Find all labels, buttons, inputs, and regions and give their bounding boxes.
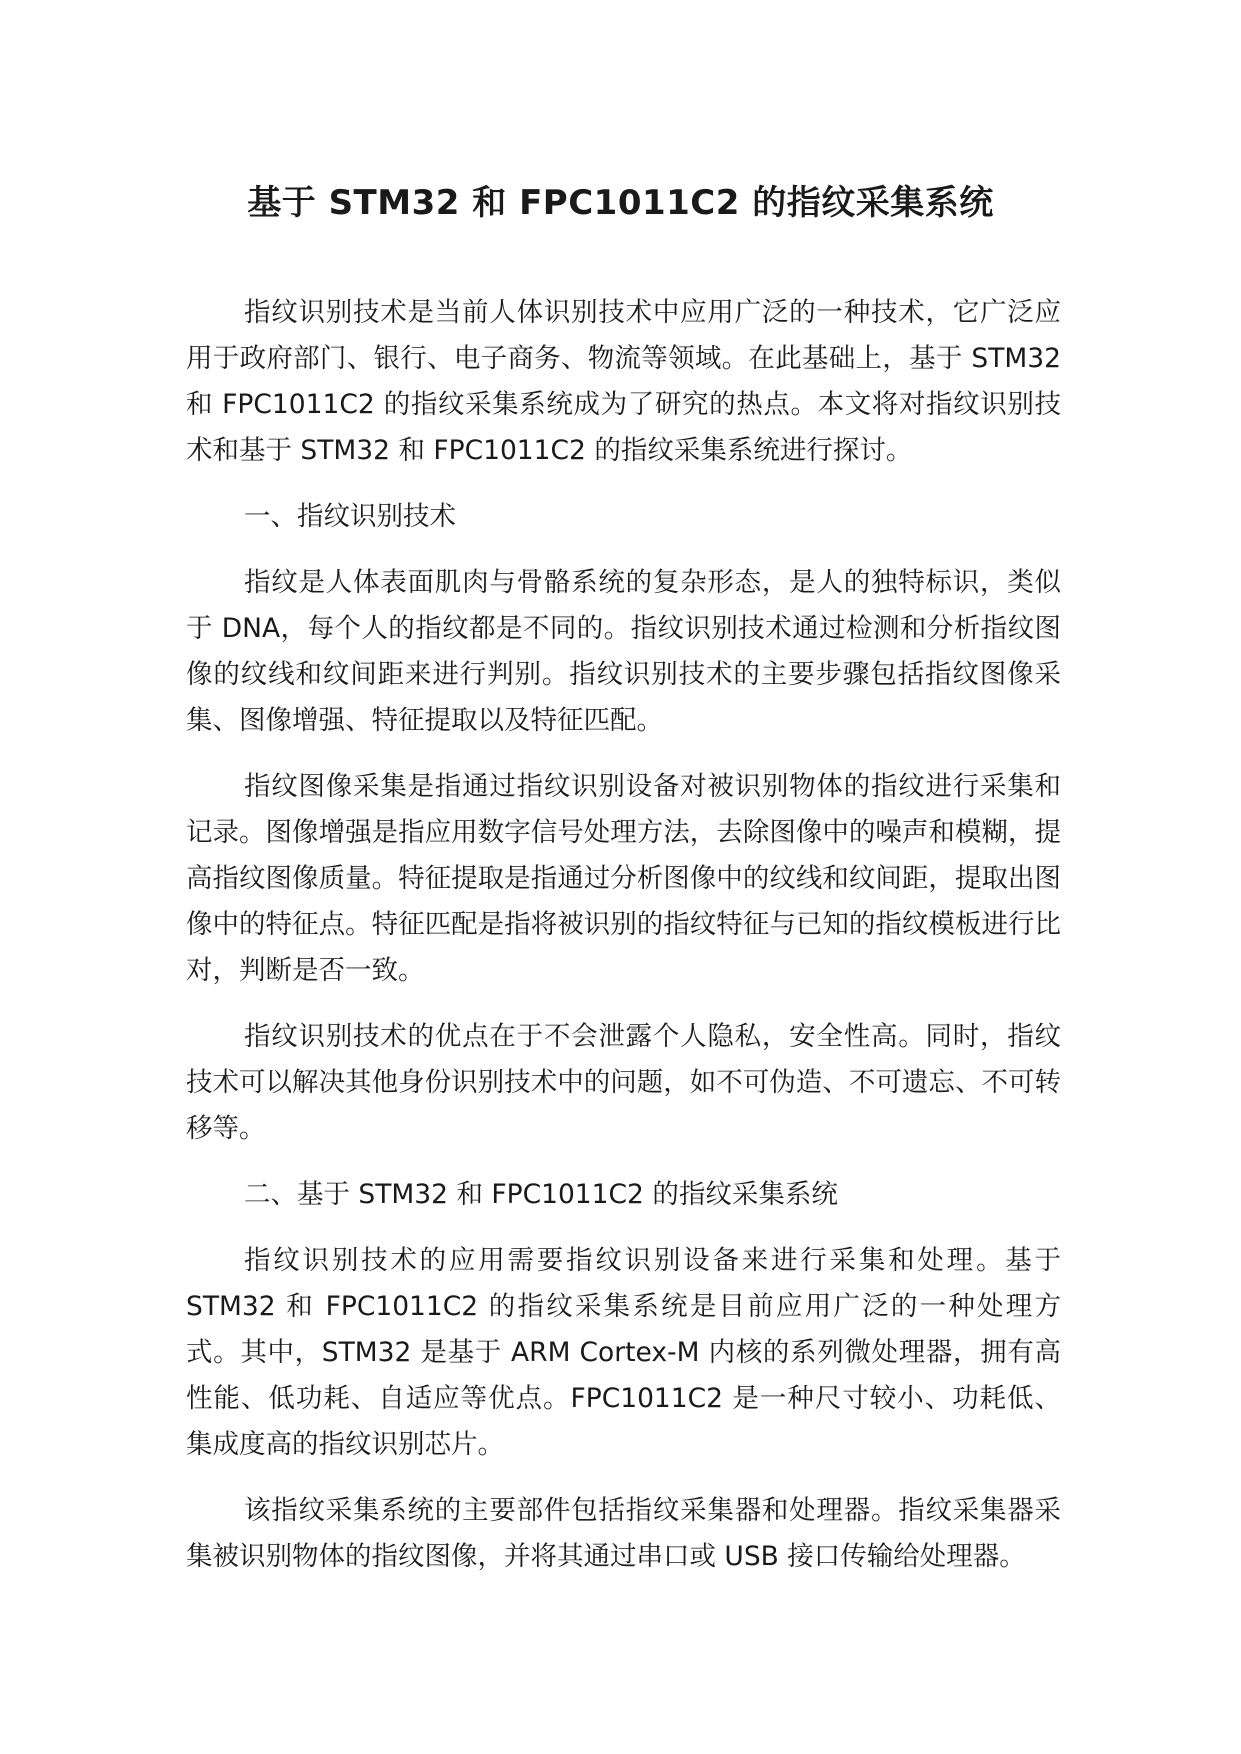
section-1-paragraph-3: 指纹识别技术的优点在于不会泄露个人隐私，安全性高。同时，指纹技术可以解决其他身份识别技术中的问题，如不可伪造、不可遗忘、不可转移等。 xyxy=(186,1021,1061,1144)
section-2-paragraph-2: 该指纹采集系统的主要部件包括指纹采集器和处理器。指纹采集器采集被识别物体的指纹图像，并将其通过串口或 USB 接口传输给处理器。 xyxy=(186,1495,1061,1572)
section-1-paragraph-2: 指纹图像采集是指通过指纹识别设备对被识别物体的指纹进行采集和记录。图像增强是指应用数字信号处理方法，去除图像中的噪声和模糊，提高指纹图像质量。特征提取是指通过分析图像中的纹线和纹间距，提取出图像中的特征点。特征匹配是指将被识别的指纹特征与已知的指纹模板进行比对，判断是否一致。 xyxy=(186,771,1061,986)
section-1-heading: 一、指纹识别技术 xyxy=(244,501,456,532)
section-1-paragraph-1: 指纹是人体表面肌肉与骨骼系统的复杂形态，是人的独特标识，类似于 DNA，每个人的指纹都是不同的。指纹识别技术通过检测和分析指纹图像的纹线和纹间距来进行判别。指纹识别技术的主要步骤包括指纹图像采集、图像增强、特征提取以及特征匹配。 xyxy=(186,567,1061,736)
intro-paragraph: 指纹识别技术是当前人体识别技术中应用广泛的一种技术，它广泛应用于政府部门、银行、电子商务、物流等领域。在此基础上，基于 STM32 和 FPC1011C2 的指纹采集系统成为了研究的热点。本文将对指纹识别技术和基于 STM32 和 FPC1011C2 的指纹采集系统进行探讨。 xyxy=(186,297,1061,466)
section-2-paragraph-1: 指纹识别技术的应用需要指纹识别设备来进行采集和处理。基于 STM32 和 FPC1011C2 的指纹采集系统是目前应用广泛的一种处理方式。其中，STM32 是基于 ARM Cortex-M 内核的系列微处理器，拥有高性能、低功耗、自适应等优点。FPC1011C2 是一种尺寸较小、功耗低、集成度高的指纹识别芯片。 xyxy=(186,1245,1061,1460)
section-2-heading: 二、基于 STM32 和 FPC1011C2 的指纹采集系统 xyxy=(244,1179,838,1210)
document-body xyxy=(186,290,1061,1600)
document-title: 基于 STM32 和 FPC1011C2 的指纹采集系统 xyxy=(247,183,994,223)
